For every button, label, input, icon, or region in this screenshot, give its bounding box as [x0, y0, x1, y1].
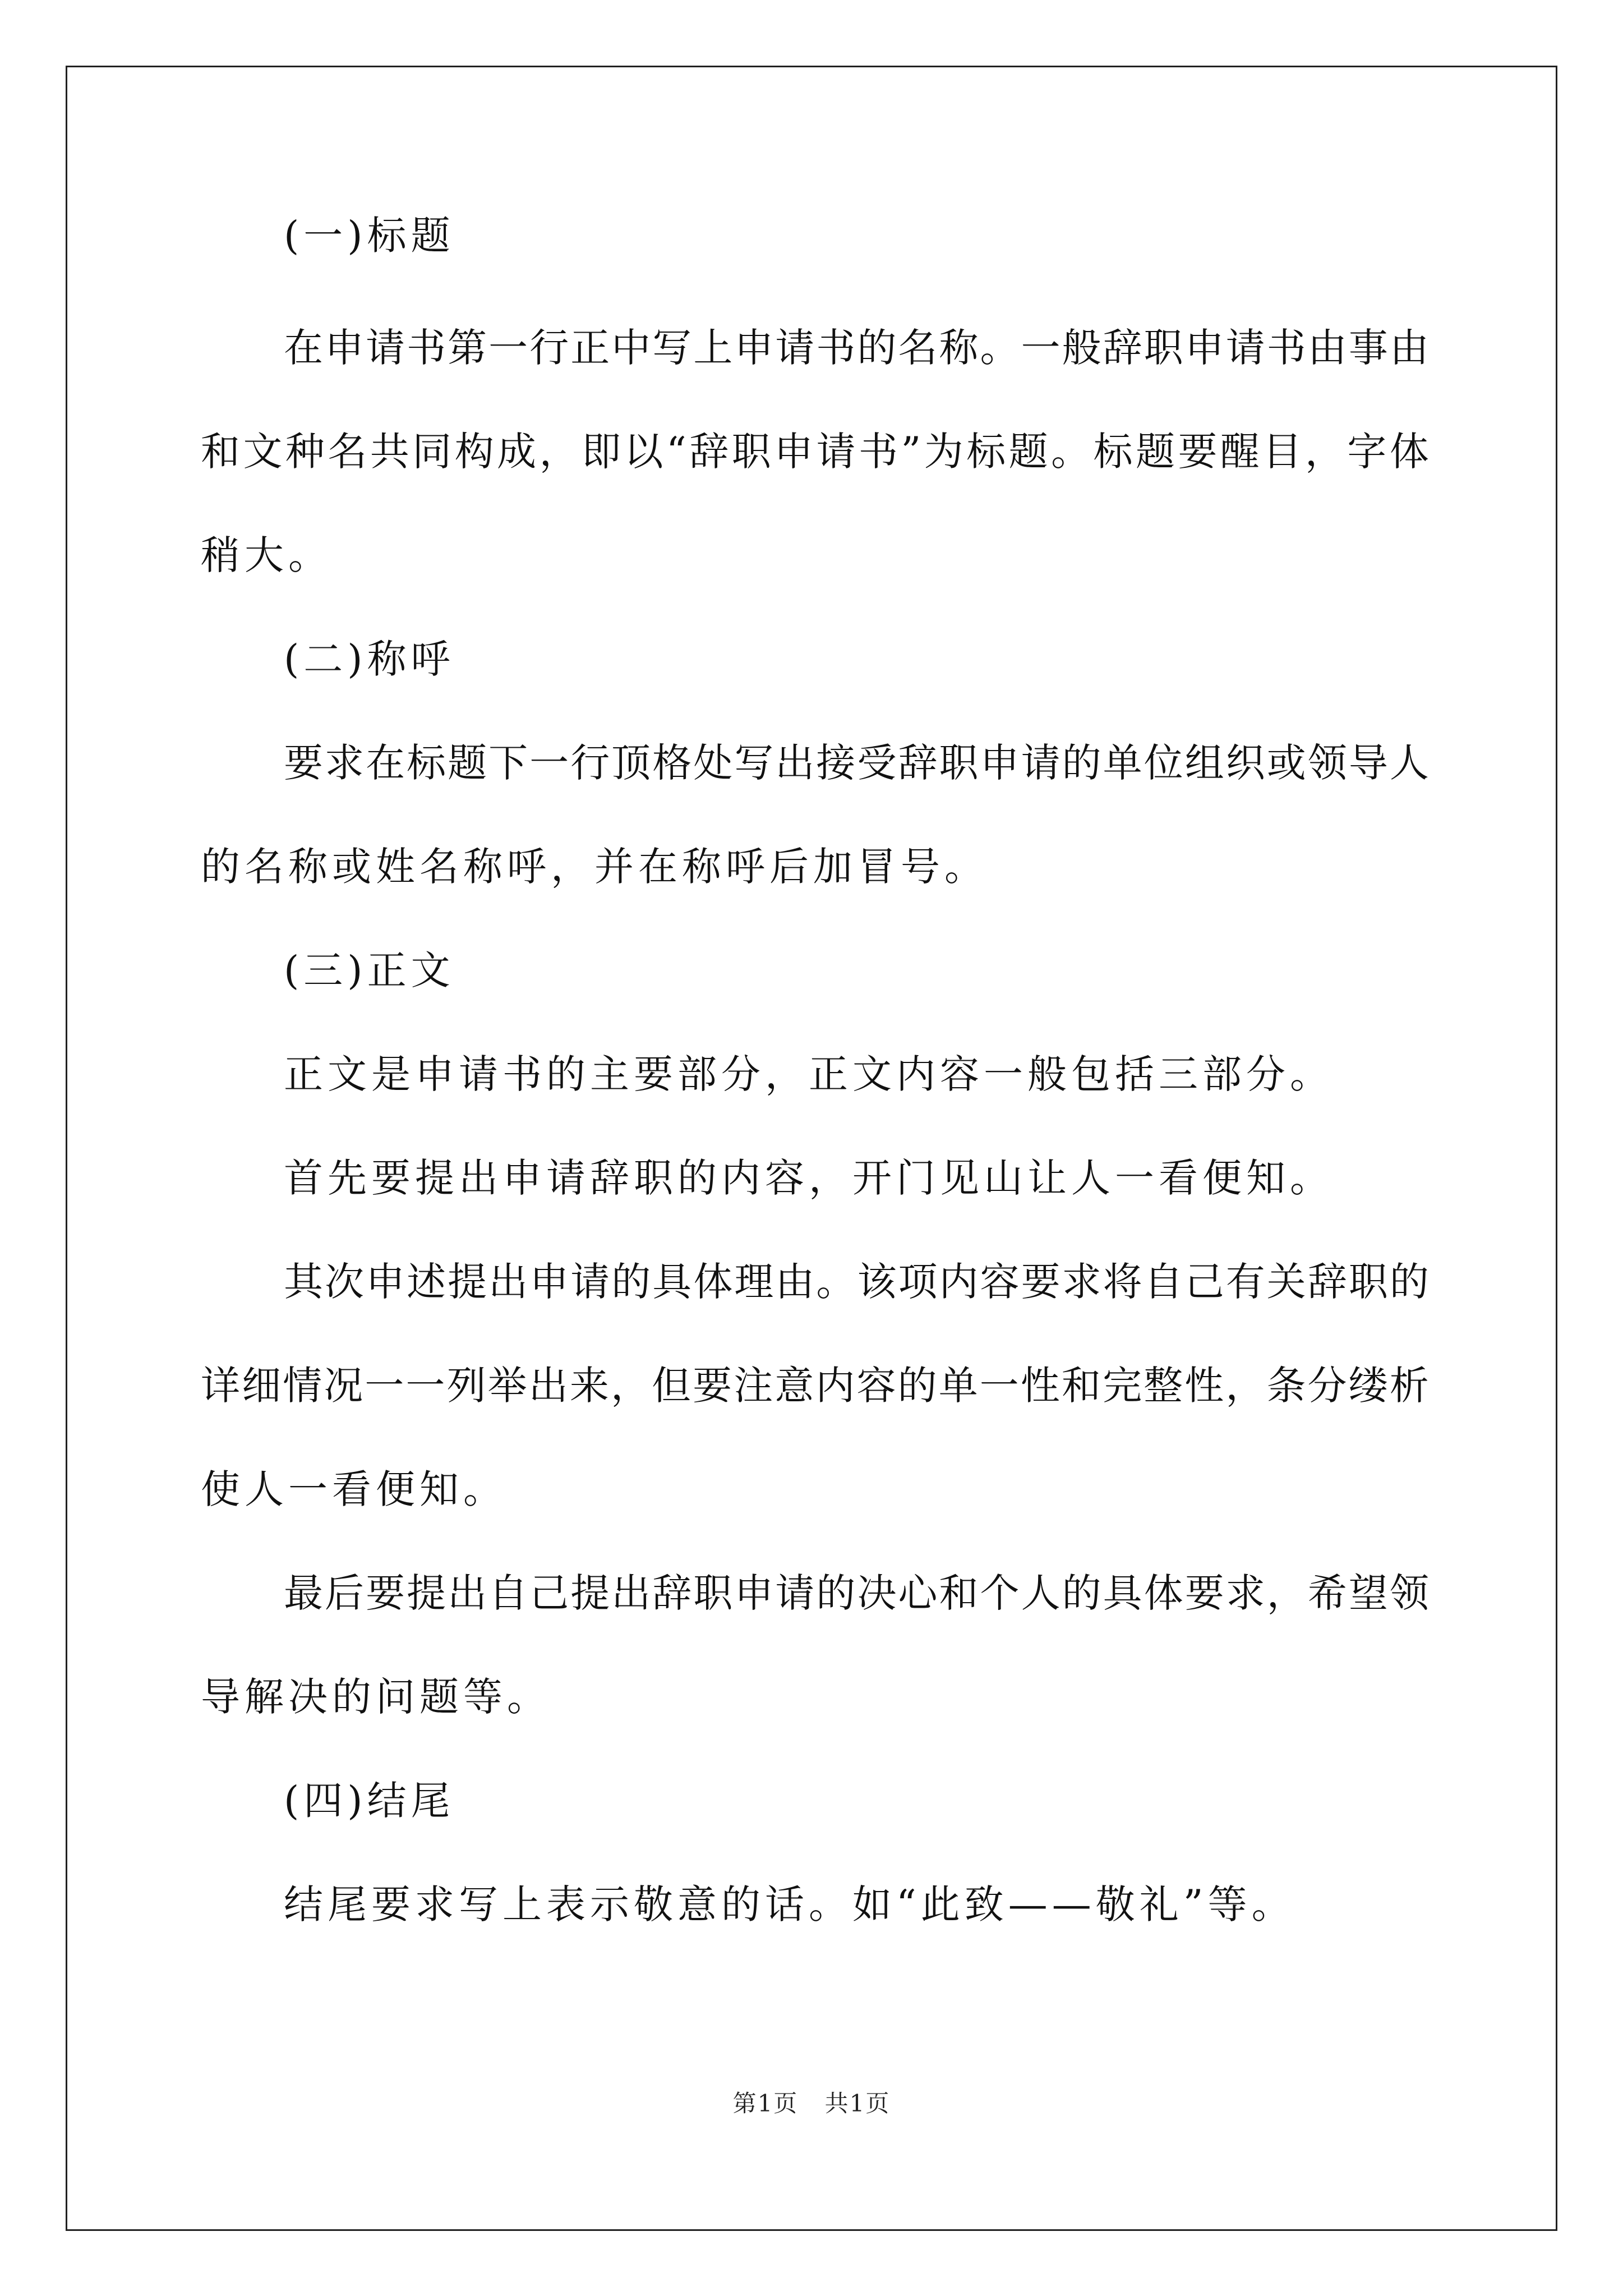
text-line: (一)标题	[284, 213, 455, 259]
page-number-current: 第1页	[732, 2090, 799, 2117]
text-line: 结尾要求写上表示敬意的话。如“此致——敬礼”等。	[284, 1881, 1295, 1927]
text-line: 首先要提出申请辞职的内容，开门见山让人一看便知。	[284, 1155, 1334, 1201]
text-line: 的名称或姓名称呼，并在称呼后加冒号。	[201, 844, 988, 890]
text-line: 详 细 情 况 一 一 列 举 出 来 ， 但 要 注 意 内 容 的 单 一 性 和 完 整 性 ， 条 分 缕 析	[201, 1363, 1429, 1409]
page-footer	[0, 2087, 1623, 2120]
text-line: 最 后 要 提 出 自 己 提 出 辞 职 申 请 的 决 心 和 个 人 的 具 体 要 求 ， 希 望 领	[284, 1570, 1429, 1616]
text-line: 导解决的问题等。	[201, 1674, 551, 1720]
text-line: 要 求 在 标 题 下 一 行 顶 格 处 写 出 接 受 辞 职 申 请 的 单 位 组 织 或 领 导 人	[284, 740, 1429, 786]
text-line: 使人一看便知。	[201, 1466, 507, 1512]
text-line: (三)正文	[284, 947, 455, 993]
text-line: (二)称呼	[284, 636, 455, 682]
text-line: 在 申 请 书 第 一 行 正 中 写 上 申 请 书 的 名 称 。 一 般 辞 职 申 请 书 由 事 由	[284, 325, 1429, 371]
text-line: 正文是申请书的主要部分，正文内容一般包括三部分。	[284, 1051, 1334, 1097]
text-line: 其 次 申 述 提 出 申 请 的 具 体 理 由 。 该 项 内 容 要 求 将 自 己 有 关 辞 职 的	[284, 1259, 1429, 1305]
page-number-total: 共1页	[824, 2090, 891, 2117]
text-line: (四)结尾	[284, 1778, 455, 1824]
text-line: 和 文 种 名 共 同 构 成 ， 即 以 “ 辞 职 申 请 书 ” 为 标 题 。 标 题 要 醒 目 ， 字 体	[201, 429, 1429, 475]
text-line: 稍大。	[201, 532, 332, 578]
